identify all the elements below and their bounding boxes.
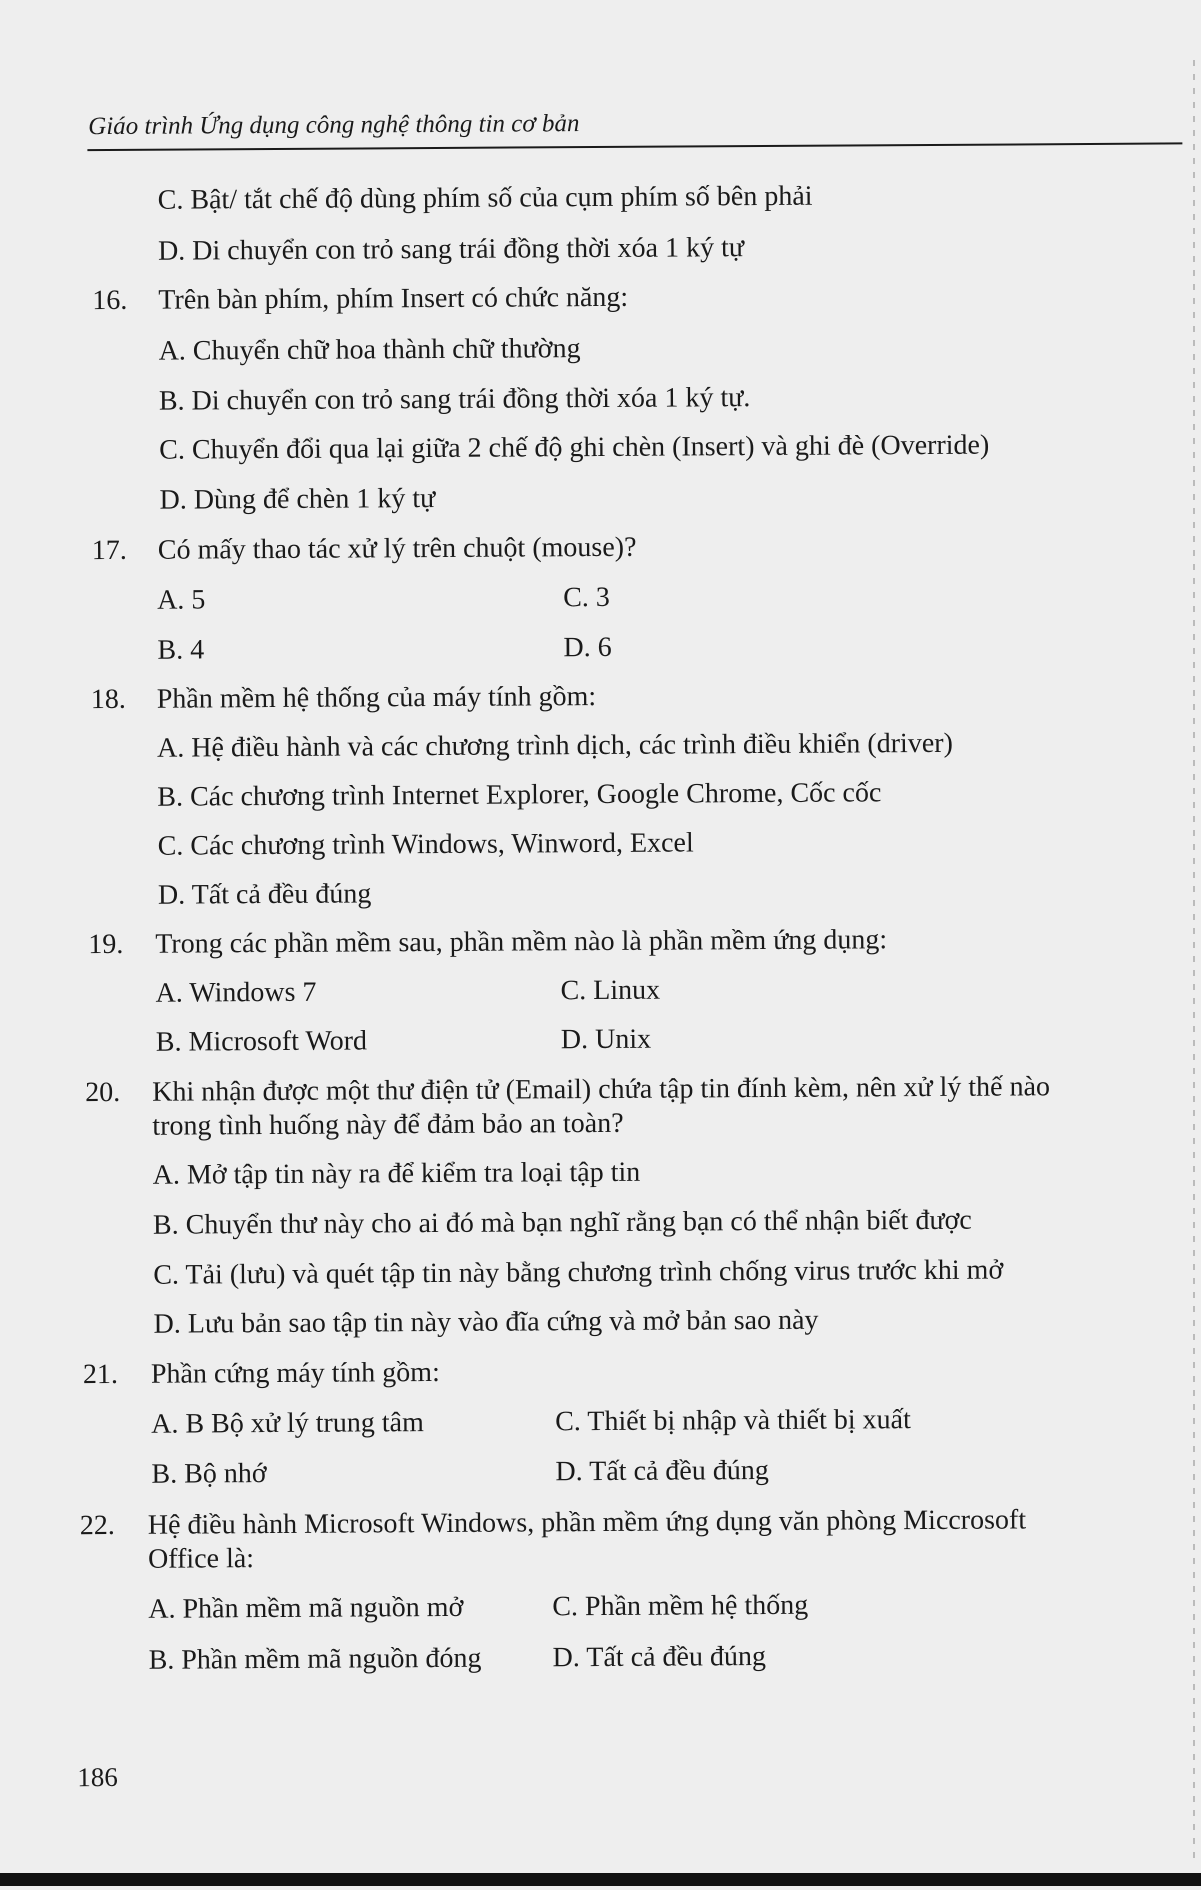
- continued-option-c: C. Bật/ tắt chế độ dùng phím số của cụm phím số bên phải: [157, 180, 813, 216]
- option: D. Dùng để chèn 1 ký tự: [159, 482, 436, 516]
- question-text: trong tình huống này để đảm bảo an toàn?: [152, 1107, 624, 1142]
- option: C. Chuyển đổi qua lại giữa 2 chế độ ghi chèn (Insert) và ghi đè (Override): [159, 429, 990, 466]
- option: A. Hệ điều hành và các chương trình dịch, các trình điều khiển (driver): [156, 727, 953, 764]
- option: A. Mở tập tin này ra để kiểm tra loại tập tin: [152, 1156, 641, 1191]
- option: D. Lưu bản sao tập tin này vào đĩa cứng và mở bản sao này: [153, 1304, 819, 1340]
- option: A. 5: [157, 584, 206, 616]
- option: D. Tất cả đều đúng: [555, 1454, 769, 1488]
- option: B. Chuyển thư này cho ai đó mà bạn nghĩ rằng bạn có thể nhận biết được: [152, 1204, 972, 1241]
- question-number: 18.: [90, 683, 126, 716]
- option: B. Các chương trình Internet Explorer, Google Chrome, Cốc cốc: [157, 777, 882, 813]
- question-text: Phần mềm hệ thống của máy tính gồm:: [156, 681, 597, 715]
- question-text: Khi nhận được một thư điện tử (Email) chứa tập tin đính kèm, nên xử lý thế nào: [152, 1071, 1051, 1108]
- page-edge: [1193, 60, 1195, 1860]
- option: A. B Bộ xử lý trung tâm: [151, 1407, 424, 1440]
- option: B. Di chuyển con trỏ sang trái đồng thời xóa 1 ký tự.: [158, 382, 751, 417]
- option: D. Tất cả đều đúng: [552, 1641, 767, 1674]
- question-text: Trong các phần mềm sau, phần mềm nào là phần mềm ứng dụng:: [155, 924, 888, 960]
- option: B. Phần mềm mã nguồn đóng: [148, 1642, 482, 1676]
- question-text: Trên bàn phím, phím Insert có chức năng:: [158, 281, 629, 316]
- question-text: Hệ điều hành Microsoft Windows, phần mềm ứng dụng văn phòng Miccrosoft: [147, 1504, 1027, 1541]
- question-number: 22.: [79, 1509, 115, 1542]
- option: B. Microsoft Word: [155, 1025, 368, 1058]
- option: C. Linux: [560, 974, 661, 1007]
- option: C. Phần mềm hệ thống: [552, 1589, 809, 1623]
- option: D. Tất cả đều đúng: [157, 878, 372, 911]
- question-number: 17.: [91, 534, 127, 567]
- header-divider: [87, 142, 1182, 151]
- running-header: Giáo trình Ứng dụng công nghệ thông tin cơ bản: [88, 110, 580, 141]
- option: A. Windows 7: [155, 976, 317, 1009]
- question-number: 16.: [92, 284, 128, 317]
- question-text: Office là:: [147, 1543, 255, 1575]
- question-text: Có mấy thao tác xử lý trên chuột (mouse)?: [157, 531, 637, 566]
- option: C. Các chương trình Windows, Winword, Excel: [157, 827, 694, 862]
- option: D. 6: [563, 631, 612, 664]
- scan-border: [0, 1873, 1201, 1886]
- option: D. Unix: [560, 1023, 652, 1056]
- question-text: Phần cứng máy tính gồm:: [150, 1356, 440, 1390]
- option: B. 4: [157, 634, 205, 666]
- page-number: 186: [77, 1761, 118, 1793]
- question-number: 19.: [88, 928, 124, 961]
- option: B. Bộ nhớ: [151, 1458, 267, 1490]
- option: C. Thiết bị nhập và thiết bị xuất: [555, 1404, 911, 1438]
- question-number: 20.: [85, 1076, 121, 1109]
- option: C. 3: [563, 581, 610, 614]
- continued-option-d: D. Di chuyển con trỏ sang trái đồng thời xóa 1 ký tự: [157, 232, 745, 267]
- option: C. Tải (lưu) và quét tập tin này bằng chương trình chống virus trước khi mở: [153, 1254, 1004, 1291]
- option: A. Phần mềm mã nguồn mở: [148, 1591, 464, 1625]
- option: A. Chuyển chữ hoa thành chữ thường: [158, 333, 581, 367]
- question-number: 21.: [82, 1358, 118, 1391]
